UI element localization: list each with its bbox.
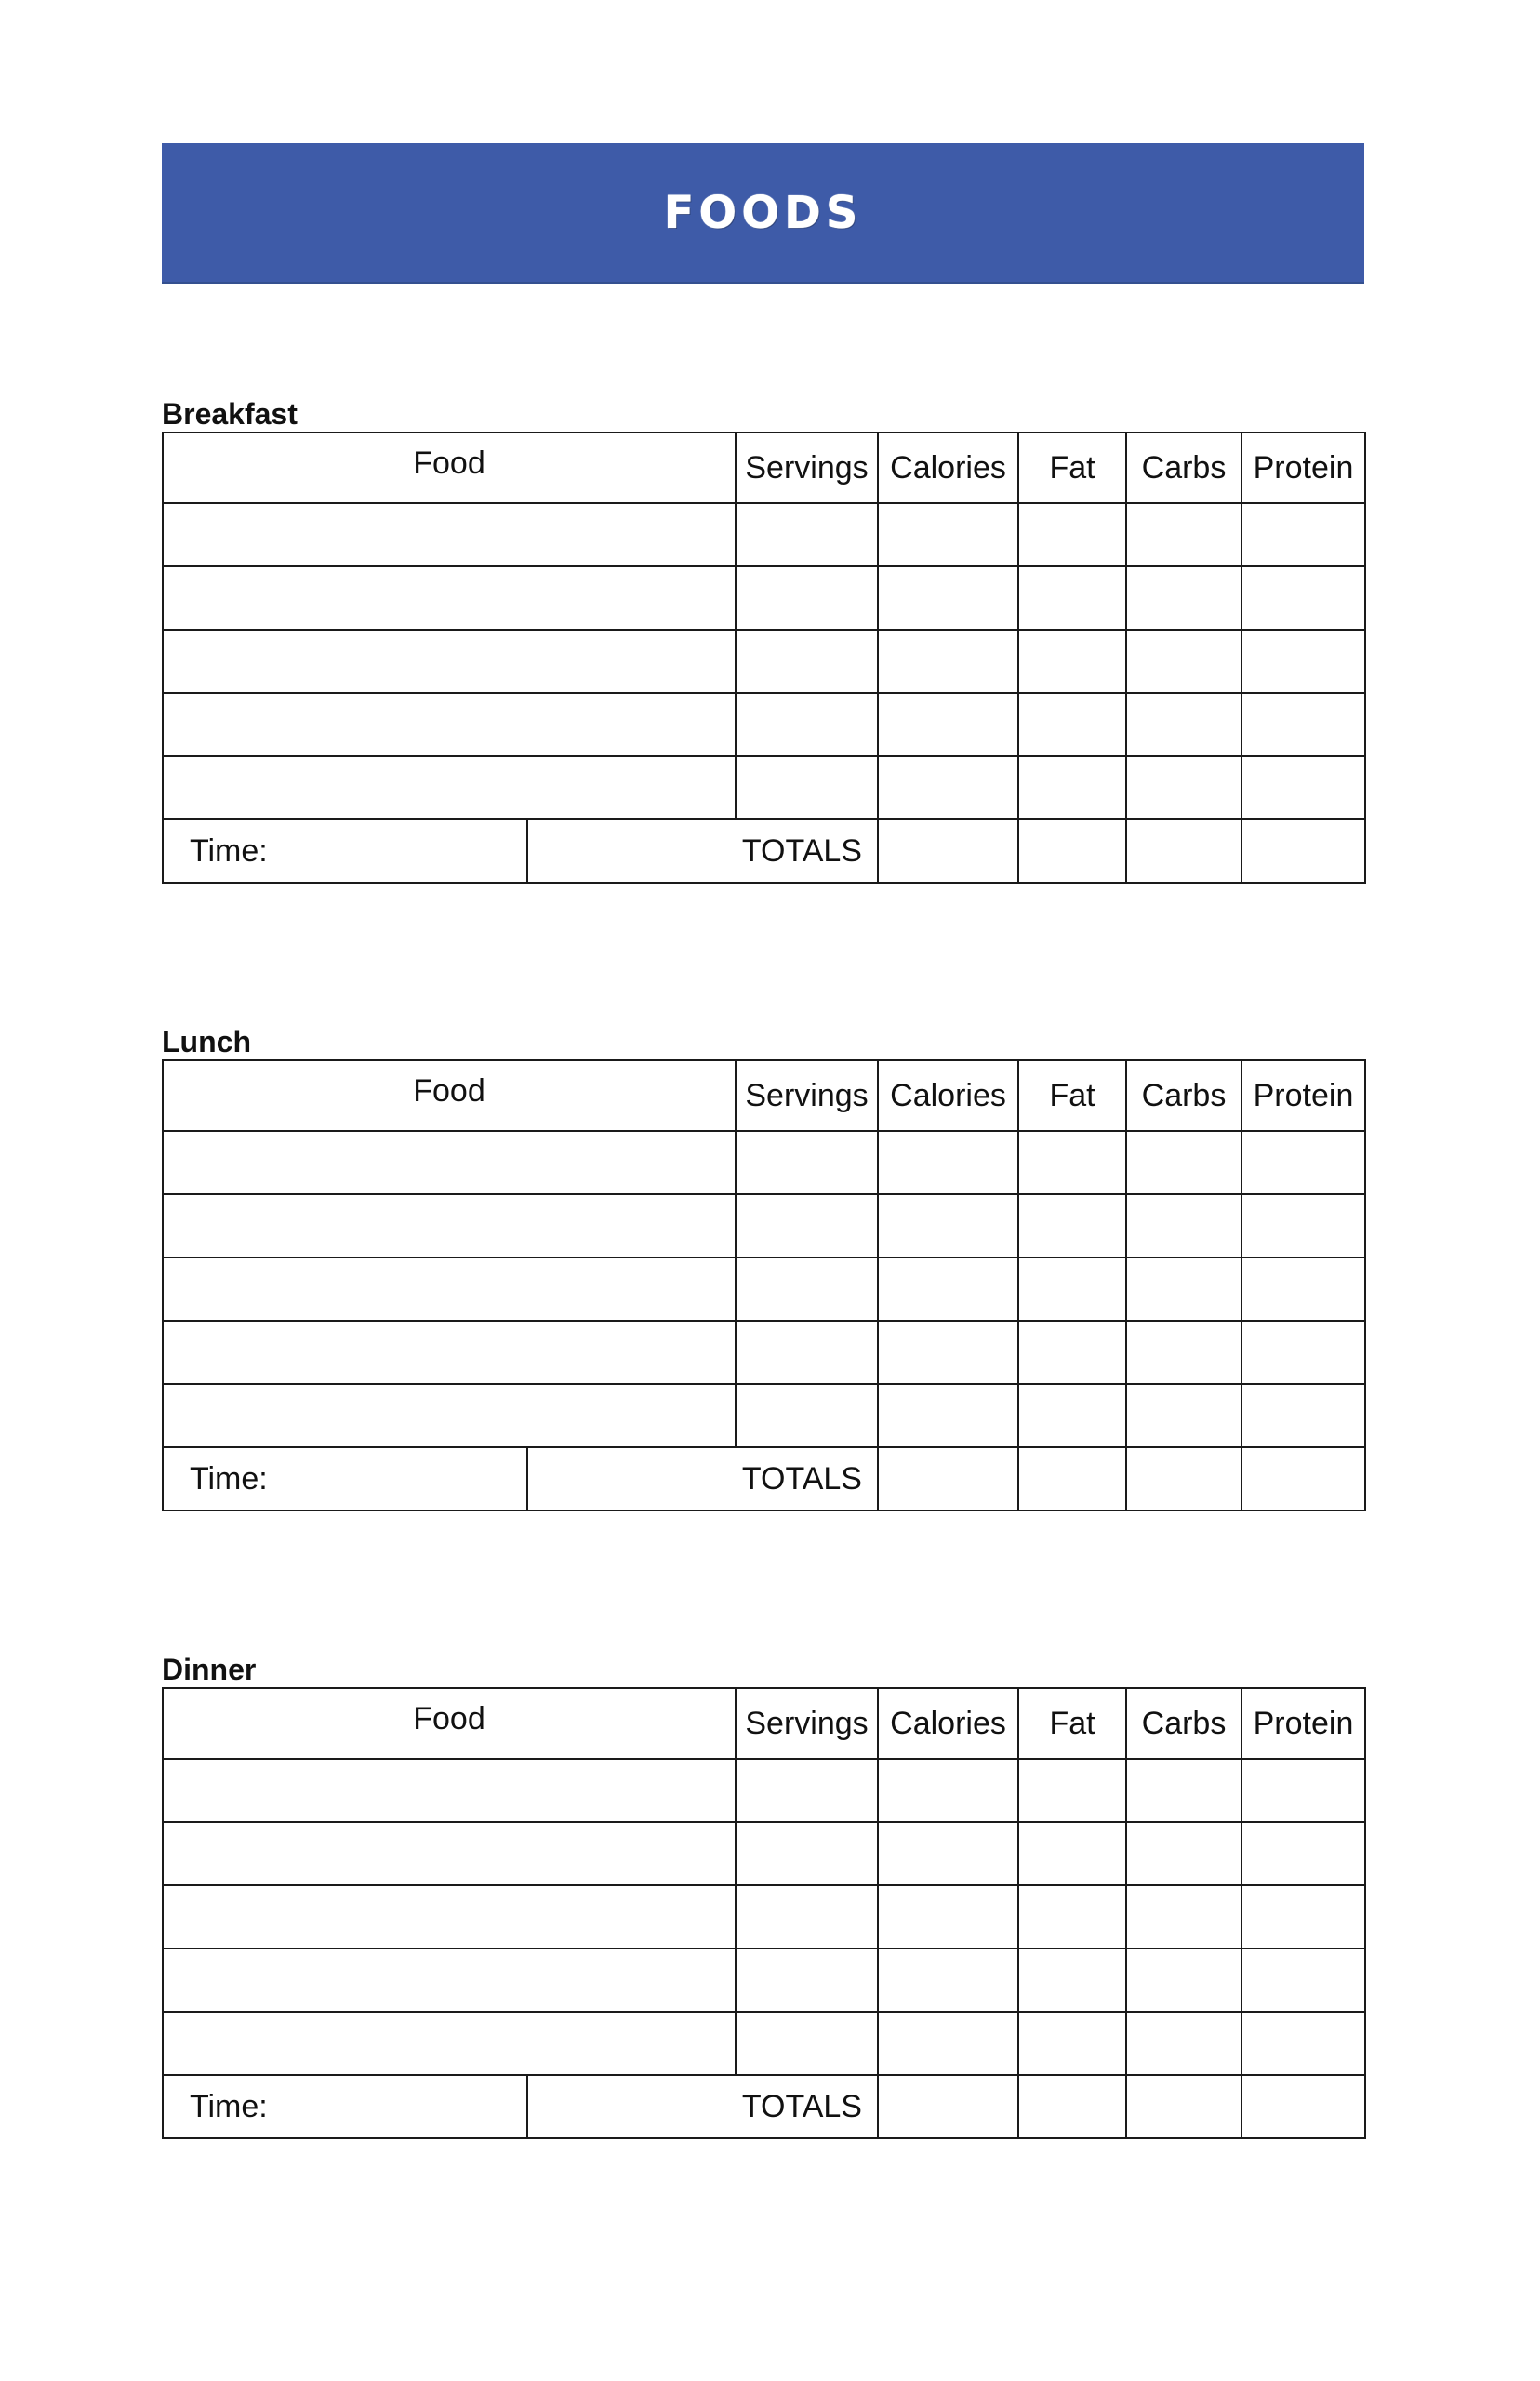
fat-cell[interactable] bbox=[1018, 1759, 1126, 1822]
protein-cell[interactable] bbox=[1241, 1194, 1365, 1257]
protein-total-cell[interactable] bbox=[1241, 819, 1365, 883]
table-row bbox=[163, 1822, 1365, 1885]
protein-cell[interactable] bbox=[1241, 693, 1365, 756]
totals-label: TOTALS bbox=[527, 1447, 878, 1510]
fat-total-cell[interactable] bbox=[1018, 819, 1126, 883]
food-cell[interactable] bbox=[163, 503, 736, 566]
table-row bbox=[163, 1131, 1365, 1194]
protein-total-cell[interactable] bbox=[1241, 2075, 1365, 2138]
table-row bbox=[163, 1384, 1365, 1447]
meal-section-breakfast bbox=[162, 396, 1364, 884]
column-header-protein: Protein bbox=[1241, 432, 1365, 503]
totals-row bbox=[163, 2075, 1365, 2138]
table-row bbox=[163, 2012, 1365, 2075]
calories-cell[interactable] bbox=[878, 503, 1018, 566]
column-header-protein: Protein bbox=[1241, 1060, 1365, 1131]
protein-cell[interactable] bbox=[1241, 1257, 1365, 1321]
servings-cell[interactable] bbox=[736, 693, 878, 756]
food-cell[interactable] bbox=[163, 1194, 736, 1257]
table-row bbox=[163, 1257, 1365, 1321]
column-header-servings: Servings bbox=[736, 1688, 878, 1759]
carbs-cell[interactable] bbox=[1126, 693, 1241, 756]
protein-cell[interactable] bbox=[1241, 1759, 1365, 1822]
food-cell[interactable] bbox=[163, 1257, 736, 1321]
protein-cell[interactable] bbox=[1241, 1384, 1365, 1447]
carbs-cell[interactable] bbox=[1126, 756, 1241, 819]
servings-cell[interactable] bbox=[736, 1822, 878, 1885]
carbs-cell[interactable] bbox=[1126, 1949, 1241, 2012]
meal-title: Dinner bbox=[162, 1653, 257, 1686]
carbs-total-cell[interactable] bbox=[1126, 1447, 1241, 1510]
food-cell[interactable] bbox=[163, 1885, 736, 1949]
servings-cell[interactable] bbox=[736, 566, 878, 630]
column-header-calories: Calories bbox=[878, 432, 1018, 503]
meal-title: Breakfast bbox=[162, 397, 298, 431]
table-row bbox=[163, 1759, 1365, 1822]
food-cell[interactable] bbox=[163, 630, 736, 693]
fat-cell[interactable] bbox=[1018, 1321, 1126, 1384]
table-row bbox=[163, 566, 1365, 630]
food-log-table bbox=[162, 432, 1366, 884]
calories-cell[interactable] bbox=[878, 756, 1018, 819]
calories-cell[interactable] bbox=[878, 1321, 1018, 1384]
column-header-carbs: Carbs bbox=[1126, 1060, 1241, 1131]
calories-cell[interactable] bbox=[878, 566, 1018, 630]
page-title: FOODS bbox=[663, 186, 863, 239]
servings-cell[interactable] bbox=[736, 756, 878, 819]
meal-section-lunch bbox=[162, 1024, 1364, 1511]
food-cell[interactable] bbox=[163, 1949, 736, 2012]
page-header-banner bbox=[162, 143, 1364, 284]
carbs-total-cell[interactable] bbox=[1126, 819, 1241, 883]
carbs-cell[interactable] bbox=[1126, 1759, 1241, 1822]
servings-cell[interactable] bbox=[736, 1759, 878, 1822]
carbs-cell[interactable] bbox=[1126, 1194, 1241, 1257]
column-header-protein: Protein bbox=[1241, 1688, 1365, 1759]
calories-total-cell[interactable] bbox=[878, 2075, 1018, 2138]
column-header-fat: Fat bbox=[1018, 1060, 1126, 1131]
table-row bbox=[163, 1949, 1365, 2012]
servings-cell[interactable] bbox=[736, 1131, 878, 1194]
time-field[interactable]: Time: bbox=[163, 2075, 527, 2138]
calories-cell[interactable] bbox=[878, 1257, 1018, 1321]
carbs-cell[interactable] bbox=[1126, 503, 1241, 566]
protein-cell[interactable] bbox=[1241, 1321, 1365, 1384]
column-header-food: Food bbox=[163, 1060, 736, 1131]
servings-cell[interactable] bbox=[736, 1949, 878, 2012]
carbs-cell[interactable] bbox=[1126, 630, 1241, 693]
calories-cell[interactable] bbox=[878, 1885, 1018, 1949]
servings-cell[interactable] bbox=[736, 1384, 878, 1447]
food-cell[interactable] bbox=[163, 566, 736, 630]
carbs-cell[interactable] bbox=[1126, 566, 1241, 630]
table-header-row bbox=[163, 432, 1365, 503]
fat-cell[interactable] bbox=[1018, 1257, 1126, 1321]
fat-cell[interactable] bbox=[1018, 1949, 1126, 2012]
food-cell[interactable] bbox=[163, 1822, 736, 1885]
fat-cell[interactable] bbox=[1018, 1384, 1126, 1447]
table-row bbox=[163, 1885, 1365, 1949]
carbs-cell[interactable] bbox=[1126, 1822, 1241, 1885]
protein-cell[interactable] bbox=[1241, 566, 1365, 630]
protein-cell[interactable] bbox=[1241, 1885, 1365, 1949]
calories-cell[interactable] bbox=[878, 1131, 1018, 1194]
column-header-food: Food bbox=[163, 1688, 736, 1759]
protein-cell[interactable] bbox=[1241, 630, 1365, 693]
time-field[interactable]: Time: bbox=[163, 819, 527, 883]
table-header-row bbox=[163, 1060, 1365, 1131]
calories-cell[interactable] bbox=[878, 1384, 1018, 1447]
fat-cell[interactable] bbox=[1018, 2012, 1126, 2075]
servings-cell[interactable] bbox=[736, 1257, 878, 1321]
carbs-cell[interactable] bbox=[1126, 1384, 1241, 1447]
column-header-fat: Fat bbox=[1018, 1688, 1126, 1759]
carbs-cell[interactable] bbox=[1126, 1885, 1241, 1949]
protein-cell[interactable] bbox=[1241, 1949, 1365, 2012]
servings-cell[interactable] bbox=[736, 2012, 878, 2075]
calories-cell[interactable] bbox=[878, 630, 1018, 693]
protein-cell[interactable] bbox=[1241, 1822, 1365, 1885]
protein-cell[interactable] bbox=[1241, 756, 1365, 819]
column-header-servings: Servings bbox=[736, 432, 878, 503]
calories-cell[interactable] bbox=[878, 1949, 1018, 2012]
fat-cell[interactable] bbox=[1018, 1885, 1126, 1949]
protein-cell[interactable] bbox=[1241, 1131, 1365, 1194]
carbs-cell[interactable] bbox=[1126, 2012, 1241, 2075]
carbs-cell[interactable] bbox=[1126, 1131, 1241, 1194]
column-header-calories: Calories bbox=[878, 1060, 1018, 1131]
meal-section-dinner bbox=[162, 1652, 1364, 2139]
table-row bbox=[163, 1194, 1365, 1257]
protein-total-cell[interactable] bbox=[1241, 1447, 1365, 1510]
calories-cell[interactable] bbox=[878, 1194, 1018, 1257]
food-cell[interactable] bbox=[163, 1131, 736, 1194]
fat-total-cell[interactable] bbox=[1018, 1447, 1126, 1510]
food-cell[interactable] bbox=[163, 1321, 736, 1384]
fat-cell[interactable] bbox=[1018, 630, 1126, 693]
totals-label: TOTALS bbox=[527, 819, 878, 883]
meal-title: Lunch bbox=[162, 1025, 251, 1058]
food-log-table bbox=[162, 1059, 1366, 1511]
fat-cell[interactable] bbox=[1018, 1131, 1126, 1194]
table-row bbox=[163, 630, 1365, 693]
table-row bbox=[163, 756, 1365, 819]
calories-cell[interactable] bbox=[878, 2012, 1018, 2075]
time-field[interactable]: Time: bbox=[163, 1447, 527, 1510]
food-cell[interactable] bbox=[163, 1384, 736, 1447]
food-cell[interactable] bbox=[163, 2012, 736, 2075]
servings-cell[interactable] bbox=[736, 503, 878, 566]
food-cell[interactable] bbox=[163, 1759, 736, 1822]
fat-cell[interactable] bbox=[1018, 566, 1126, 630]
food-log-table bbox=[162, 1687, 1366, 2139]
servings-cell[interactable] bbox=[736, 630, 878, 693]
table-header-row bbox=[163, 1688, 1365, 1759]
fat-cell[interactable] bbox=[1018, 1822, 1126, 1885]
column-header-carbs: Carbs bbox=[1126, 1688, 1241, 1759]
table-row bbox=[163, 693, 1365, 756]
food-cell[interactable] bbox=[163, 693, 736, 756]
column-header-servings: Servings bbox=[736, 1060, 878, 1131]
table-row bbox=[163, 1321, 1365, 1384]
fat-cell[interactable] bbox=[1018, 756, 1126, 819]
calories-cell[interactable] bbox=[878, 1822, 1018, 1885]
column-header-calories: Calories bbox=[878, 1688, 1018, 1759]
calories-cell[interactable] bbox=[878, 1759, 1018, 1822]
column-header-carbs: Carbs bbox=[1126, 432, 1241, 503]
table-row bbox=[163, 503, 1365, 566]
totals-label: TOTALS bbox=[527, 2075, 878, 2138]
servings-cell[interactable] bbox=[736, 1194, 878, 1257]
column-header-fat: Fat bbox=[1018, 432, 1126, 503]
protein-cell[interactable] bbox=[1241, 2012, 1365, 2075]
carbs-total-cell[interactable] bbox=[1126, 2075, 1241, 2138]
totals-row bbox=[163, 819, 1365, 883]
fat-total-cell[interactable] bbox=[1018, 2075, 1126, 2138]
totals-row bbox=[163, 1447, 1365, 1510]
servings-cell[interactable] bbox=[736, 1885, 878, 1949]
column-header-food: Food bbox=[163, 432, 736, 503]
carbs-cell[interactable] bbox=[1126, 1321, 1241, 1384]
fat-cell[interactable] bbox=[1018, 503, 1126, 566]
food-cell[interactable] bbox=[163, 756, 736, 819]
servings-cell[interactable] bbox=[736, 1321, 878, 1384]
fat-cell[interactable] bbox=[1018, 1194, 1126, 1257]
calories-total-cell[interactable] bbox=[878, 1447, 1018, 1510]
calories-total-cell[interactable] bbox=[878, 819, 1018, 883]
calories-cell[interactable] bbox=[878, 693, 1018, 756]
protein-cell[interactable] bbox=[1241, 503, 1365, 566]
carbs-cell[interactable] bbox=[1126, 1257, 1241, 1321]
fat-cell[interactable] bbox=[1018, 693, 1126, 756]
